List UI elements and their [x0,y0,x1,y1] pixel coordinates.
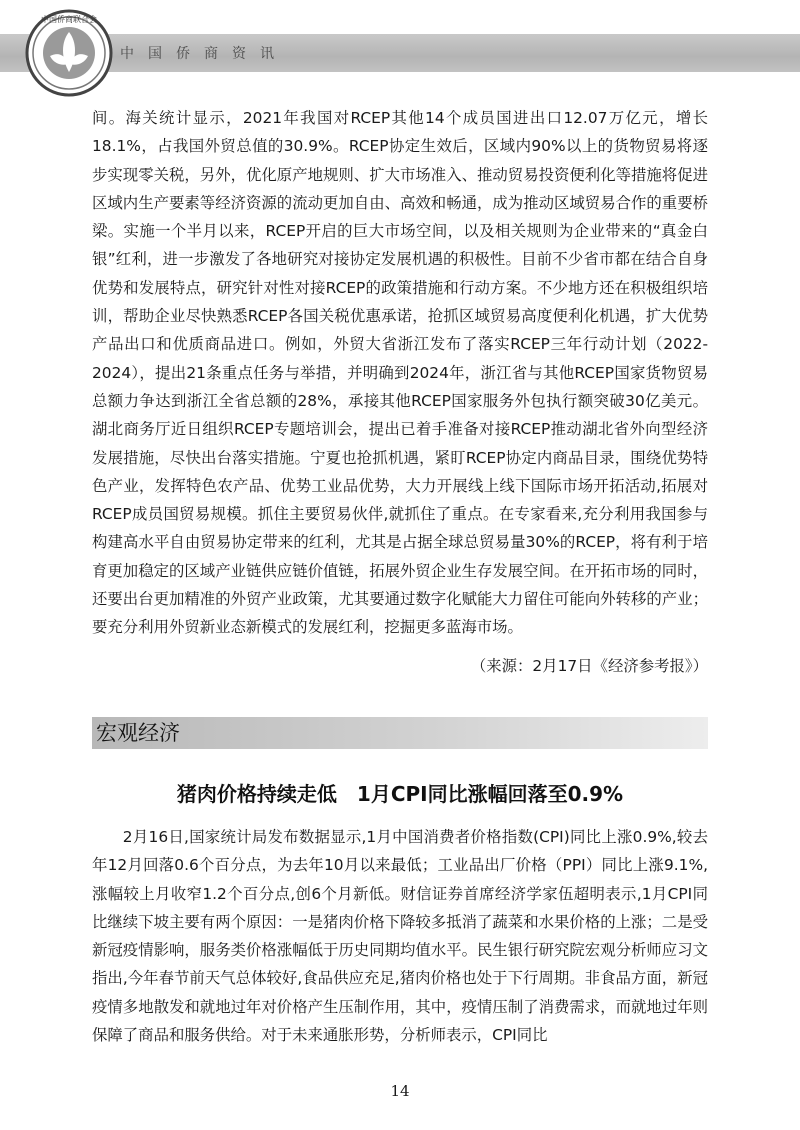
article-title: 猪肉价格持续走低 1月CPI同比涨幅回落至0.9% [176,782,624,806]
publication-title: 中国侨商资讯 [120,46,288,62]
section-bar [92,717,708,749]
body-paragraph-1: 间。海关统计显示，2021年我国对RCEP其他14个成员国进出口12.07万亿元，增长18.1%，占我国外贸总值的30.9%。RCEP协定生效后，区域内90%以上的货物贸易将逐步实现零关税，另外，优化原产地规则、扩大市场准入、推动贸易投资便利化等措施将促进区域内生产要素等经济资源的流动更加自由、高效和畅通，成为推动区域贸易合作的重要桥梁。实施一个半月以来，RCEP开启的巨大市场空间，以及相关规则为企业带来的“真金白银”红利，进一步激发了各地研究对接协定发展机遇的积极性。目前不少省市都在结合自身优势和发展特点，研究针对性对接RCEP的政策措施和行动方案。不少地方还在积极组织培训，帮助企业尽快熟悉RCEP各国关税优惠承诺，抢抓区域贸易高度便利化机遇，扩大优势产品出口和优质商品进口。例如，外贸大省浙江发布了落实RCEP三年行动计划（2022-2024），提出21条重点任务与举措，并明确到2024年，浙江省与其他RCEP国家货物贸易总额力争达到浙江全省总额的28%，承接其他RCEP国家服务外包执行额突破30亿美元。湖北商务厅近日组织RCEP专题培训会，提出已着手准备对接RCEP推动湖北省外向型经济发展措施，尽快出台落实措施。宁夏也抢抓机遇，紧盯RCEP协定内商品目录，围绕优势特色产业，发挥特色农产品、优势工业品优势，大力开展线上线下国际市场开拓活动,拓展对RCEP成员国贸易规模。抓住主要贸易伙伴,就抓住了重点。在专家看来,充分利用我国参与构建高水平自由贸易协定带来的红利，尤其是占据全球总贸易量30%的RCEP，将有利于培育更加稳定的区域产业链供应链价值链，拓展外贸企业生存发展空间。在开拓市场的同时，还要出台更加精准的外贸产业政策，尤其要通过数字化赋能大力留住可能向外转移的产业；要充分利用外贸新业态新模式的发展红利，挖掘更多蓝海市场。 [92,109,708,637]
page-number: 14 [390,1082,410,1100]
federation-logo [24,8,114,98]
body-paragraph-2: 2月16日,国家统计局发布数据显示,1月中国消费者价格指数(CPI)同比上涨0.9%,较去年12月回落0.6个百分点，为去年10月以来最低；工业品出厂价格（PPI）同比上涨9.1%,涨幅较上月收窄1.2个百分点,创6个月新低。财信证券首席经济学家伍超明表示,1月CPI同比继续下坡主要有两个原因：一是猪肉价格下降较多抵消了蔬菜和水果价格的上涨；二是受新冠疫情影响，服务类价格涨幅低于历史同期均值水平。民生银行研究院宏观分析师应习文指出,今年春节前天气总体较好,食品供应充足,猪肉价格也处于下行周期。非食品方面，新冠疫情多地散发和就地过年对价格产生压制作用，其中，疫情压制了消费需求，而就地过年则保障了商品和服务供给。对于未来通胀形势，分析师表示，CPI同比 [92,828,708,1045]
logo-text: 中国侨商联合会 [41,15,97,24]
source-citation: （来源：2月17日《经济参考报》） [470,657,708,675]
section-label: 宏观经济 [96,721,180,745]
